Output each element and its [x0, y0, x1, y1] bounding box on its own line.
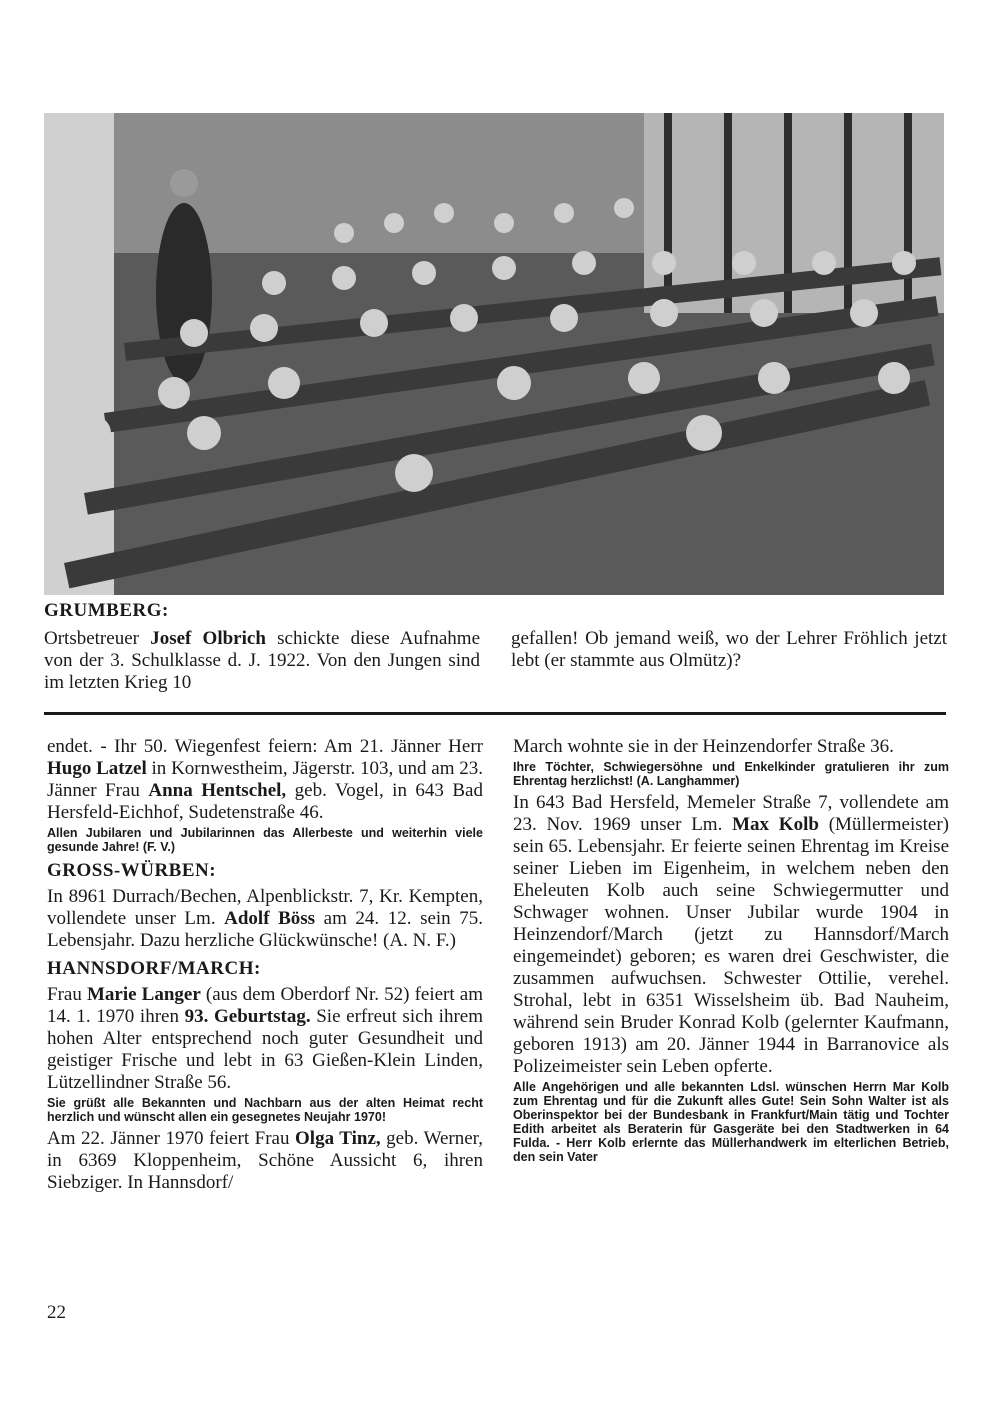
caption-text-left	[44, 628, 480, 694]
bold-name: Hugo Latzel	[47, 758, 147, 779]
text: geb. Vogel, in 643 Bad Hersfeld-Eichhof, Sudetenstraße 46.	[47, 780, 483, 823]
section-divider	[44, 712, 946, 715]
text: (aus dem Oberdorf Nr. 52) feiert am 14. 1. 1970 ihren	[47, 984, 483, 1027]
bold-name: Adolf Böss	[224, 908, 316, 929]
caption-text: schickte diese Aufnahme von der 3. Schulklasse d. J. 1922. Von den Jungen sind im letzten Krieg 10	[44, 628, 480, 693]
text: Sie erfreut sich ihrem hohen Alter entsprechend noch guter Gesundheit und geistiger Frische und lebt in 63 Gießen-Klein Linden, Lützellindner Straße 56.	[47, 1006, 483, 1093]
bold-name: Anna Hentschel,	[148, 780, 287, 801]
bold-text: 93. Geburtstag.	[184, 1006, 311, 1027]
note: Sie grüßt alle Bekannten und Nachbarn aus der alten Heimat recht herzlich und wünscht allen ein gesegnetes Neujahr 1970!	[47, 1096, 483, 1124]
caption-heading: GRUMBERG:	[44, 600, 169, 621]
classroom-photo-illustration	[44, 113, 944, 595]
paragraph	[47, 886, 483, 952]
paragraph	[47, 1128, 483, 1194]
note: Allen Jubilaren und Jubilarinnen das Allerbeste und weiterhin viele gesunde Jahre! (F. V.)	[47, 826, 483, 854]
left-column	[47, 736, 483, 1194]
page-number: 22	[47, 1302, 66, 1323]
caption-text-right: gefallen! Ob jemand weiß, wo der Lehrer Fröhlich jetzt lebt (er stammte aus Olmütz)?	[511, 628, 947, 671]
caption-name-bold: Josef Olbrich	[150, 628, 266, 649]
section-heading: GROSS-WÜRBEN:	[47, 860, 217, 881]
caption-text: Ortsbetreuer	[44, 628, 151, 649]
bold-name: Max Kolb	[732, 814, 819, 835]
text: In 8961 Durrach/Bechen, Alpenblickstr. 7, Kr. Kempten, vollendete unser Lm.	[47, 886, 483, 929]
right-column	[513, 736, 949, 1168]
classroom-photo	[44, 113, 944, 595]
text: Frau	[47, 984, 87, 1005]
text: in Kornwestheim, Jägerstr. 103, und am 23. Jänner Frau	[47, 758, 483, 801]
text: endet. - Ihr 50. Wiegenfest feiern: Am 21. Jänner Herr	[47, 736, 483, 757]
note: Alle Angehörigen und alle bekannten Ldsl. wünschen Herrn Mar Kolb zum Ehrentag und für die Zukunft alles Gute! Sein Sohn Walter ist als Oberinspektor bei der Bundesbank in Frankfurt/Main tätig und Tochter Edith arbeitet als Beraterin für Gasgeräte bei den Stadtwerken in 64 Fulda. - Herr Kolb erlernte das Müllerhandwerk im elterlichen Betrieb, den sein Vater	[513, 1080, 949, 1164]
paragraph	[47, 736, 483, 824]
paragraph	[513, 792, 949, 1078]
bold-name: Marie Langer	[86, 984, 201, 1005]
bold-name: Olga Tinz,	[295, 1128, 381, 1149]
section-heading: HANNSDORF/MARCH:	[47, 958, 261, 979]
text: (Müllermeister) sein 65. Lebensjahr. Er feierte seinen Ehrentag im Kreise seiner Lieben im Eigenheim, in welchem neben den Eheleuten Kolb auch seine Schwiegermutter und Schwager wohnen. Unser Jubilar wurde 1904 in Heinzendorf/March (jetzt zu Hannsdorf/March eingemeindet) geboren; es waren drei Geschwister, die zusammen aufwuchsen. Schwester Ottilie, verehel. Strohal, lebt in 6351 Wisselsheim üb. Bad Nauheim, während sein Bruder Konrad Kolb (gelernter Kaufmann, geboren 1913) am 20. Jänner 1944 in Barranovice als Polizeimeister sein Leben opferte.	[513, 814, 949, 1077]
text: Am 22. Jänner 1970 feiert Frau	[47, 1128, 296, 1149]
text: geb. Werner, in 6369 Kloppenheim, Schöne Aussicht 6, ihren Siebziger. In Hannsdorf/	[47, 1128, 483, 1193]
paragraph	[47, 984, 483, 1094]
paragraph: March wohnte sie in der Heinzendorfer Straße 36.	[513, 736, 894, 757]
text: In 643 Bad Hersfeld, Memeler Straße 7, vollendete am 23. Nov. 1969 unser Lm.	[513, 792, 949, 835]
note: Ihre Töchter, Schwiegersöhne und Enkelkinder gratulieren ihr zum Ehrentag herzlichst! (A. Langhammer)	[513, 760, 949, 788]
text: am 24. 12. sein 75. Lebensjahr. Dazu herzliche Glückwünsche! (A. N. F.)	[47, 908, 483, 951]
